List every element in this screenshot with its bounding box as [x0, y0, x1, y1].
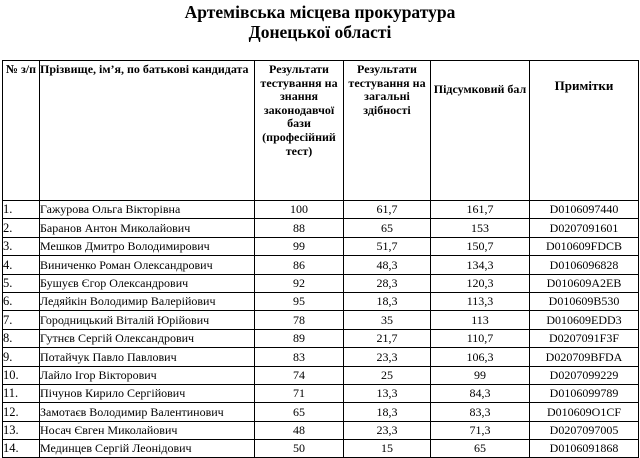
general-test-score: 18,3 — [344, 292, 431, 310]
final-score: 106,3 — [431, 348, 530, 366]
general-test-score: 21,7 — [344, 329, 431, 347]
candidate-name: Мединцев Сергій Леонідович — [40, 440, 255, 458]
row-number: 10. — [3, 366, 40, 384]
table-row — [3, 403, 639, 421]
note-code: D0207091F3F — [530, 329, 639, 347]
final-score: 161,7 — [431, 201, 530, 219]
final-score: 71,3 — [431, 421, 530, 439]
legal-test-score: 50 — [255, 440, 344, 458]
note-code: D0106091868 — [530, 440, 639, 458]
candidate-name: Носач Євген Миколайович — [40, 421, 255, 439]
note-code: D010609FDCB — [530, 237, 639, 255]
table-row — [3, 201, 639, 219]
header-number: № з/п — [3, 61, 40, 201]
note-code: D0207097005 — [530, 421, 639, 439]
candidate-name: Бушуєв Єгор Олександрович — [40, 274, 255, 292]
note-code: D010609B530 — [530, 292, 639, 310]
final-score: 113,3 — [431, 292, 530, 310]
general-test-score: 65 — [344, 219, 431, 237]
general-test-score: 15 — [344, 440, 431, 458]
note-code: D0106099789 — [530, 384, 639, 402]
note-code: D010609O1CF — [530, 403, 639, 421]
note-code: D0106096828 — [530, 256, 639, 274]
table-row — [3, 348, 639, 366]
table-row — [3, 329, 639, 347]
table-row — [3, 421, 639, 439]
general-test-score: 61,7 — [344, 201, 431, 219]
legal-test-score: 99 — [255, 237, 344, 255]
row-number: 1. — [3, 201, 40, 219]
legal-test-score: 100 — [255, 201, 344, 219]
general-test-score: 28,3 — [344, 274, 431, 292]
general-test-score: 18,3 — [344, 403, 431, 421]
legal-test-score: 83 — [255, 348, 344, 366]
legal-test-score: 86 — [255, 256, 344, 274]
legal-test-score: 95 — [255, 292, 344, 310]
general-test-score: 51,7 — [344, 237, 431, 255]
table-row — [3, 366, 639, 384]
row-number: 13. — [3, 421, 40, 439]
note-code: D010609A2EB — [530, 274, 639, 292]
table-row — [3, 384, 639, 402]
header-legal-test: Результати тестування на знання законодавчої бази (професійний тест) — [255, 61, 344, 201]
row-number: 7. — [3, 311, 40, 329]
row-number: 4. — [3, 256, 40, 274]
legal-test-score: 71 — [255, 384, 344, 402]
final-score: 83,3 — [431, 403, 530, 421]
final-score: 84,3 — [431, 384, 530, 402]
candidate-name: Городницький Віталій Юрійович — [40, 311, 255, 329]
general-test-score: 48,3 — [344, 256, 431, 274]
final-score: 65 — [431, 440, 530, 458]
general-test-score: 23,3 — [344, 421, 431, 439]
legal-test-score: 48 — [255, 421, 344, 439]
note-code: D010609EDD3 — [530, 311, 639, 329]
legal-test-score: 89 — [255, 329, 344, 347]
header-candidate-name: Прізвище, ім’я, по батькові кандидата — [40, 61, 255, 201]
note-code: D0207099229 — [530, 366, 639, 384]
final-score: 153 — [431, 219, 530, 237]
final-score: 99 — [431, 366, 530, 384]
note-code: D0207091601 — [530, 219, 639, 237]
note-code: D020709BFDA — [530, 348, 639, 366]
candidate-name: Гажурова Ольга Вікторівна — [40, 201, 255, 219]
row-number: 2. — [3, 219, 40, 237]
header-notes: Примітки — [530, 61, 639, 201]
heading-line-prosecutor-office: Артемівська місцева прокуратура — [184, 2, 456, 22]
legal-test-score: 74 — [255, 366, 344, 384]
heading-line-region: Донецької області — [248, 22, 392, 42]
candidate-name: Потайчук Павло Павлович — [40, 348, 255, 366]
candidate-name: Ледяйкін Володимир Валерійович — [40, 292, 255, 310]
row-number: 8. — [3, 329, 40, 347]
final-score: 150,7 — [431, 237, 530, 255]
table-row — [3, 292, 639, 310]
table-row — [3, 440, 639, 458]
final-score: 120,3 — [431, 274, 530, 292]
row-number: 11. — [3, 384, 40, 402]
candidate-name: Мешков Дмитро Володимирович — [40, 237, 255, 255]
candidate-name: Пічунов Кирило Сергійович — [40, 384, 255, 402]
header-row — [3, 61, 639, 201]
document-heading — [0, 2, 640, 42]
table-row — [3, 274, 639, 292]
general-test-score: 13,3 — [344, 384, 431, 402]
note-code: D0106097440 — [530, 201, 639, 219]
row-number: 9. — [3, 348, 40, 366]
table-row — [3, 237, 639, 255]
final-score: 113 — [431, 311, 530, 329]
row-number: 6. — [3, 292, 40, 310]
legal-test-score: 78 — [255, 311, 344, 329]
row-number: 5. — [3, 274, 40, 292]
legal-test-score: 92 — [255, 274, 344, 292]
row-number: 14. — [3, 440, 40, 458]
results-table-body — [3, 201, 639, 458]
table-row — [3, 311, 639, 329]
legal-test-score: 65 — [255, 403, 344, 421]
row-number: 12. — [3, 403, 40, 421]
candidate-name: Баранов Антон Миколайович — [40, 219, 255, 237]
candidate-name: Замотаєв Володимир Валентинович — [40, 403, 255, 421]
general-test-score: 25 — [344, 366, 431, 384]
results-table-header — [3, 61, 639, 201]
table-row — [3, 219, 639, 237]
table-row — [3, 256, 639, 274]
legal-test-score: 88 — [255, 219, 344, 237]
candidate-name: Лайло Ігор Вікторович — [40, 366, 255, 384]
final-score: 134,3 — [431, 256, 530, 274]
results-table — [2, 60, 639, 458]
candidate-name: Виниченко Роман Олександрович — [40, 256, 255, 274]
header-final-score: Підсумковий бал — [431, 61, 530, 201]
row-number: 3. — [3, 237, 40, 255]
header-general-test: Результати тестування на загальні здібності — [344, 61, 431, 201]
final-score: 110,7 — [431, 329, 530, 347]
general-test-score: 23,3 — [344, 348, 431, 366]
general-test-score: 35 — [344, 311, 431, 329]
candidate-name: Гутнєв Сергій Олександрович — [40, 329, 255, 347]
